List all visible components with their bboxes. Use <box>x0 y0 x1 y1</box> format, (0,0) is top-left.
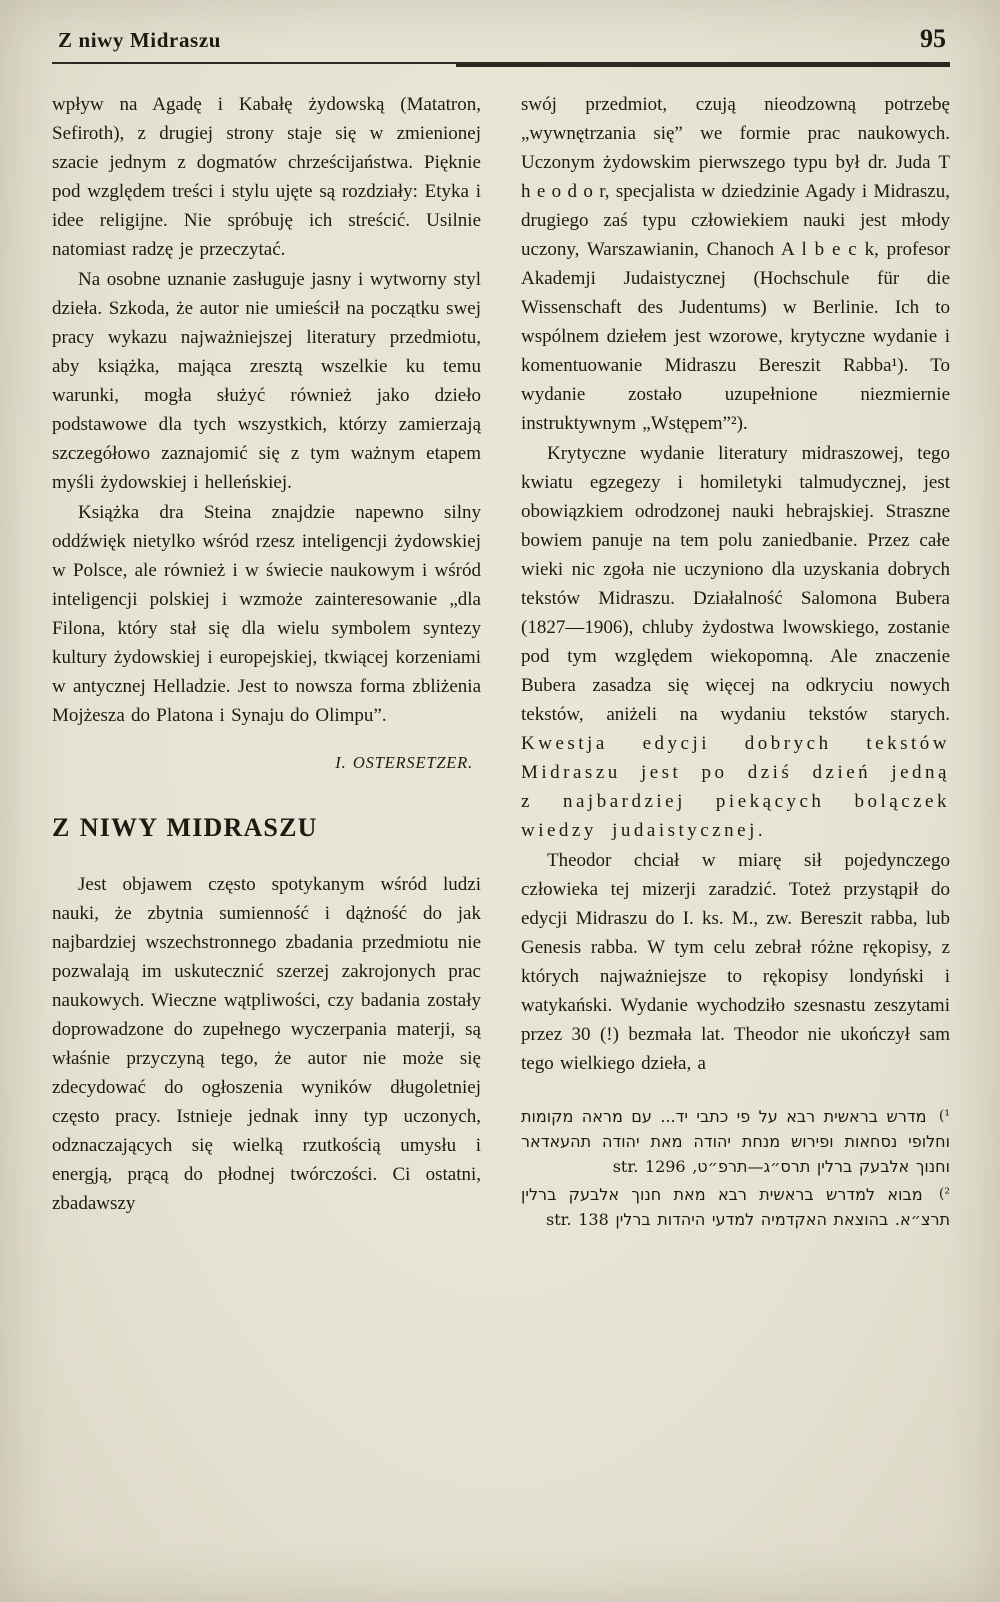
page-header <box>52 24 950 62</box>
footnote-marker: (¹ <box>938 1108 950 1124</box>
section-heading: Z NIWY MIDRASZU <box>52 813 318 842</box>
footnote <box>521 1104 950 1179</box>
body-paragraph: swój przedmiot, czują nieodzowną potrzebę „wywnętrzania się” we formie prac naukowych. Uczonym żydowskim pierwszego typu był dr. Juda T h e o d o r, specjalista w dziedzinie Agady i Midraszu, drugiego zaś typu człowiekiem nauki jest młody uczony, Warszawianin, Chanoch A l b e c k, profesor Akademji Judaistycznej (Hochschule für die Wissenschaft des Judentums) w Berlinie. Ich to wspólnem dziełem jest wzorowe, krytyczne wydanie i komentuowanie Midraszu Bereszit Rabba¹). To wydanie zostało uzupełnione niezmiernie instruktywnym „Wstępem”²). <box>521 94 950 434</box>
left-column <box>52 90 481 1235</box>
right-column <box>521 90 950 1235</box>
footnote-text: מבוא למדרש בראשית רבא מאת חנוך אלבעק ברלין תרצ״א. בהוצאת האקדמיה למדעי היהדות ברלין str. 138 <box>521 1185 950 1229</box>
text-columns <box>52 90 950 1235</box>
page-number: 95 <box>920 24 946 53</box>
header-rule <box>52 62 950 68</box>
footnotes <box>521 1104 950 1232</box>
footnote <box>521 1182 950 1232</box>
letterspaced-emphasis: Kwestja edycji dobrych tekstów Midraszu jest po dziś dzień jedną z najbardziej piekących bolączek wiedzy judaistycznej. <box>521 733 950 841</box>
running-title: Z niwy Midraszu <box>58 28 222 52</box>
body-paragraph: Książka dra Steina znajdzie napewno silny oddźwięk nietylko wśród rzesz inteligencji żydowskiej w Polsce, ale również i w świecie naukowym i wśród inteligencji polskiej i wzmoże zainteresowanie „dla Filona, który stał się dla wielu symbolem syntezy kultury żydowskiej i europejskiej, tkwiącej korzeniami w antycznej Helladzie. Jest to nowsza forma zbliżenia Mojżesza do Platona i Synaju do Olimpu”. <box>52 502 481 726</box>
body-paragraph: Jest objawem często spotykanym wśród ludzi nauki, że zbytnia sumienność i dążność do jak najbardziej wszechstronnego zbadania przedmiotu nie pozwalają im uskutecznić szerzej zakrojonych prac naukowych. Wieczne wątpliwości, czy badania zostały doprowadzone do zupełnego wyczerpania materji, są właśnie przyczyną tego, że autor nie może się zdecydować do ogłoszenia wyników długoletniej często pracy. Istnieje jednak inny typ uczonych, odznaczających się wielką rzutkością umysłu i energją, prącą do płodnej twórczości. Ci ostatni, zbadawszy <box>52 874 481 1214</box>
body-paragraph: Na osobne uznanie zasługuje jasny i wytworny styl dzieła. Szkoda, że autor nie umieścił na początku swej pracy wykazu najważniejszej literatury przedmiotu, aby książka, mająca zresztą wszelkie ku temu warunki, mogła służyć również jako dzieło podstawowe dla tych wszystkich, którzy zamierzają szczegółowo zaznajomić się z tym ważnym etapem myśli żydowskiej i helleńskiej. <box>52 269 481 493</box>
paragraph-text: Krytyczne wydanie literatury midraszowej, tego kwiatu egzegezy i homiletyki talmudycznej, jest obowiązkiem odrodzonej nauki hebrajskiej. Straszne bowiem panuje na tem polu zaniedbanie. Przez całe wieki nic zgoła nie uczyniono dla uzyskania dobrych tekstów Midraszu. Działalność Salomona Bubera (1827—1906), chluby żydostwa lwowskiego, zostanie pod tym względem wiekopomną. Ale znaczenie Bubera zasadza się więcej na odkryciu nowych tekstów, aniżeli na wydaniu tekstów starych. <box>521 443 950 725</box>
footnote-text: מדרש בראשית רבא על פי כתבי יד... עם מראה מקומות וחלופי נסחאות ופירוש מנחת יהודה מאת יהודה תהעאדאר וחנוך אלבעק ברלין תרס״ג—תרפ״ט, str. 1296 <box>521 1107 950 1176</box>
body-paragraph <box>521 439 950 845</box>
footnote-marker: (² <box>938 1186 950 1202</box>
body-paragraph: Theodor chciał w miarę sił pojedynczego człowieka tej mizerji zaradzić. Toteż przystąpił do edycji Midraszu do I. ks. M., zw. Bereszit rabba, lub Genesis rabba. W tym celu zebrał różne rękopisy, z których najważniejsze to rękopisy londyński i watykański. Wydanie wychodziło szesnastu zeszytami przez 30 (!) bezmała lat. Theodor nie ukończył sam tego wielkiego dzieła, a <box>521 850 950 1074</box>
author-signature: I. OSTERSETZER. <box>335 753 473 772</box>
body-paragraph: wpływ na Agadę i Kabałę żydowską (Matatron, Sefiroth), z drugiej strony staje się w zmienionej szacie jednym z dogmatów chrześcijaństwa. Pięknie pod względem treści i stylu ujęte są rozdziały: Etyka i idee religijne. Nie spróbuję ich streścić. Usilnie natomiast radzę je przeczytać. <box>52 94 481 260</box>
header-rule-thick <box>456 63 950 67</box>
